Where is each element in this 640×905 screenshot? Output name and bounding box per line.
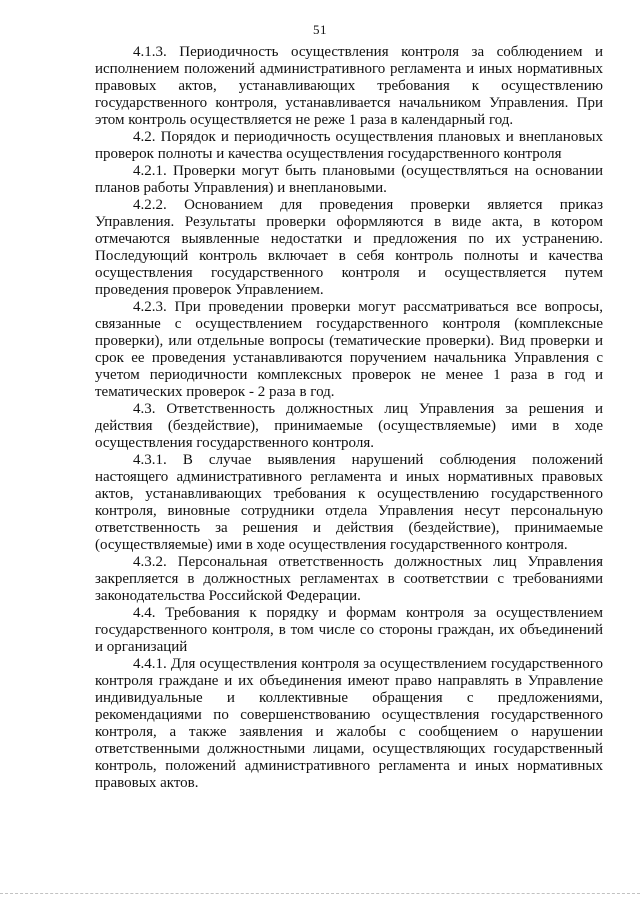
scan-edge-divider <box>0 893 640 894</box>
page-number: 51 <box>313 22 327 37</box>
paragraph-4-2-1: 4.2.1. Проверки могут быть плановыми (осуществляться на основании планов работы Управления) и внеплановыми. <box>95 163 603 196</box>
paragraph-4-3-1: 4.3.1. В случае выявления нарушений соблюдения положений настоящего административного регламента и иных нормативных правовых актов, устанавливающих требования к осуществлению государственного контроля, виновные сотрудники отдела Управления несут персональную ответственность за решения и действия (бездействие), принимаемые (осуществляемые) ими в ходе осуществления государственного контроля. <box>95 452 603 553</box>
paragraph-4-2-2: 4.2.2. Основанием для проведения проверки является приказ Управления. Результаты проверки оформляются в виде акта, в котором отмечаются выявленные недостатки и предложения по их устранению. Последующий контроль включает в себя контроль полноты и качества осуществления государственного контроля и осуществляется путем проведения проверок Управлением. <box>95 197 603 298</box>
paragraph-4-4: 4.4. Требования к порядку и формам контроля за осуществлением государственного контроля, в том числе со стороны граждан, их объединений и организаций <box>95 605 603 655</box>
document-body <box>95 44 603 792</box>
paragraph-4-2: 4.2. Порядок и периодичность осуществления плановых и внеплановых проверок полноты и качества осуществления государственного контроля <box>95 129 603 162</box>
paragraph-4-3: 4.3. Ответственность должностных лиц Управления за решения и действия (бездействие), принимаемые (осуществляемые) ими в ходе осуществления государственного контроля. <box>95 401 603 451</box>
paragraph-4-4-1: 4.4.1. Для осуществления контроля за осуществлением государственного контроля граждане и их объединения имеют право направлять в Управление индивидуальные и коллективные обращения с предложениями, рекомендациями по совершенствованию осуществления государственного контроля, а также заявления и жалобы с сообщением о нарушении ответственными должностными лицами, осуществляющих государственный контроль, положений административного регламента и иных нормативных правовых актов. <box>95 656 603 791</box>
paragraph-4-1-3: 4.1.3. Периодичность осуществления контроля за соблюдением и исполнением положений административного регламента и иных нормативных правовых актов, устанавливающих требования к осуществлению государственного контроля, устанавливается начальником Управления. При этом контроль осуществляется не реже 1 раза в календарный год. <box>95 44 603 128</box>
paragraph-4-2-3: 4.2.3. При проведении проверки могут рассматриваться все вопросы, связанные с осуществлением государственного контроля (комплексные проверки), или отдельные вопросы (тематические проверки). Вид проверки и срок ее проведения устанавливаются поручением начальника Управления с учетом периодичности комплексных проверок не менее 1 раза в год и тематических проверок - 2 раза в год. <box>95 299 603 400</box>
paragraph-4-3-2: 4.3.2. Персональная ответственность должностных лиц Управления закрепляется в должностных регламентах в соответствии с требованиями законодательства Российской Федерации. <box>95 554 603 604</box>
